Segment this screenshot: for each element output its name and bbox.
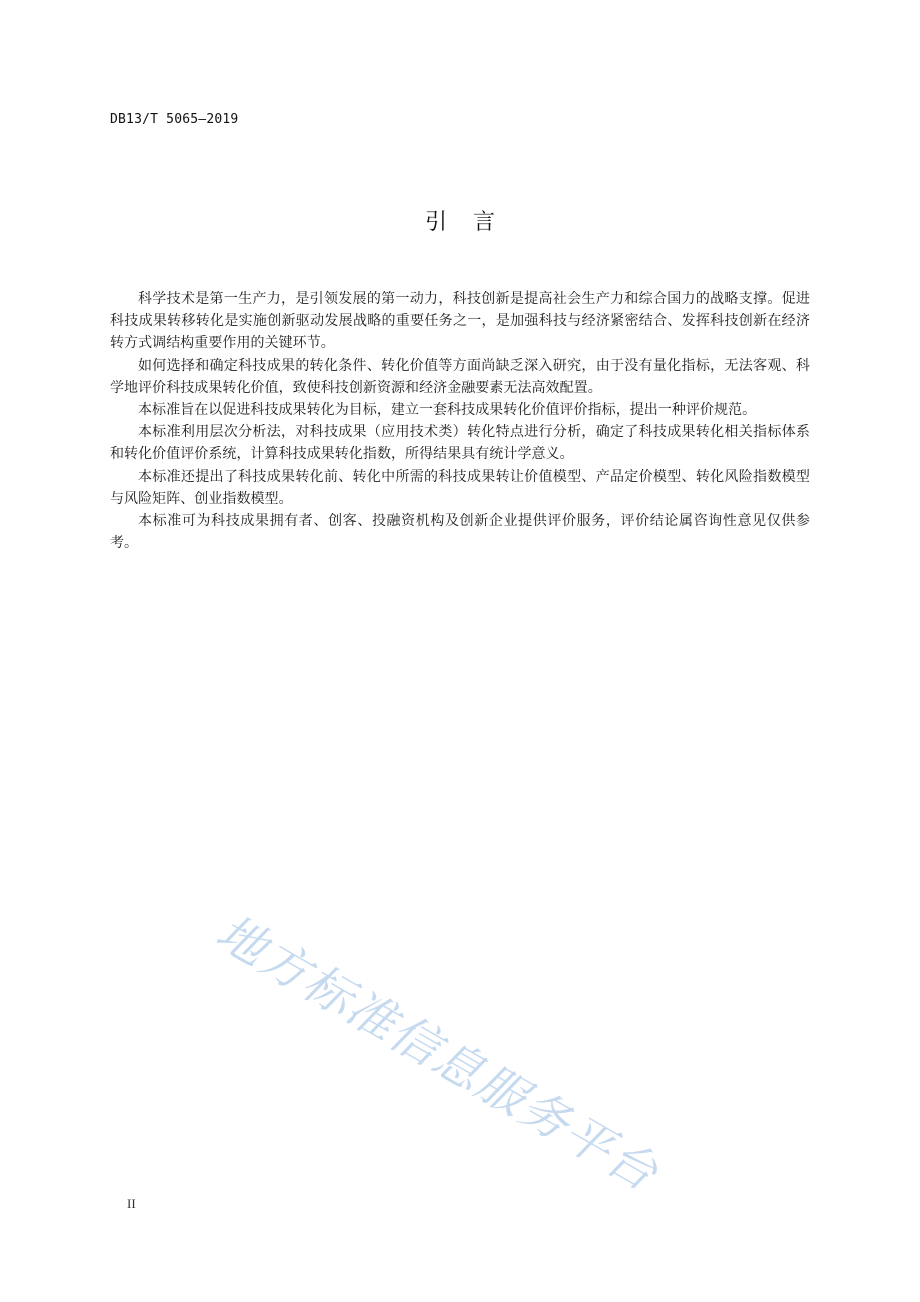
paragraph: 本标准利用层次分析法，对科技成果（应用技术类）转化特点进行分析，确定了科技成果转化相关指标体系和转化价值评价系统，计算科技成果转化指数，所得结果具有统计学意义。 <box>110 424 810 463</box>
watermark: 地方标准信息服务平台 <box>206 904 668 1203</box>
paragraph: 本标准可为科技成果拥有者、创客、投融资机构及创新企业提供评价服务，评价结论属咨询性意见仅供参考。 <box>110 513 810 552</box>
paragraph: 如何选择和确定科技成果的转化条件、转化价值等方面尚缺乏深入研究，由于没有量化指标，无法客观、科学地评价科技成果转化价值，致使科技创新资源和经济金融要素无法高效配置。 <box>110 357 810 396</box>
page-number: II <box>127 1196 136 1211</box>
document-code: DB13/T 5065—2019 <box>110 112 239 127</box>
section-title: 引言 <box>424 210 521 235</box>
body-text <box>110 288 810 554</box>
paragraph: 科学技术是第一生产力，是引领发展的第一动力，科技创新是提高社会生产力和综合国力的战略支撑。促进科技成果转移转化是实施创新驱动发展战略的重要任务之一，是加强科技与经济紧密结合、发挥科技创新在经济转方式调结构重要作用的关键环节。 <box>110 291 810 352</box>
paragraph: 本标准旨在以促进科技成果转化为目标，建立一套科技成果转化价值评价指标，提出一种评价规范。 <box>138 402 757 419</box>
paragraph: 本标准还提出了科技成果转化前、转化中所需的科技成果转让价值模型、产品定价模型、转化风险指数模型与风险矩阵、创业指数模型。 <box>110 468 810 507</box>
